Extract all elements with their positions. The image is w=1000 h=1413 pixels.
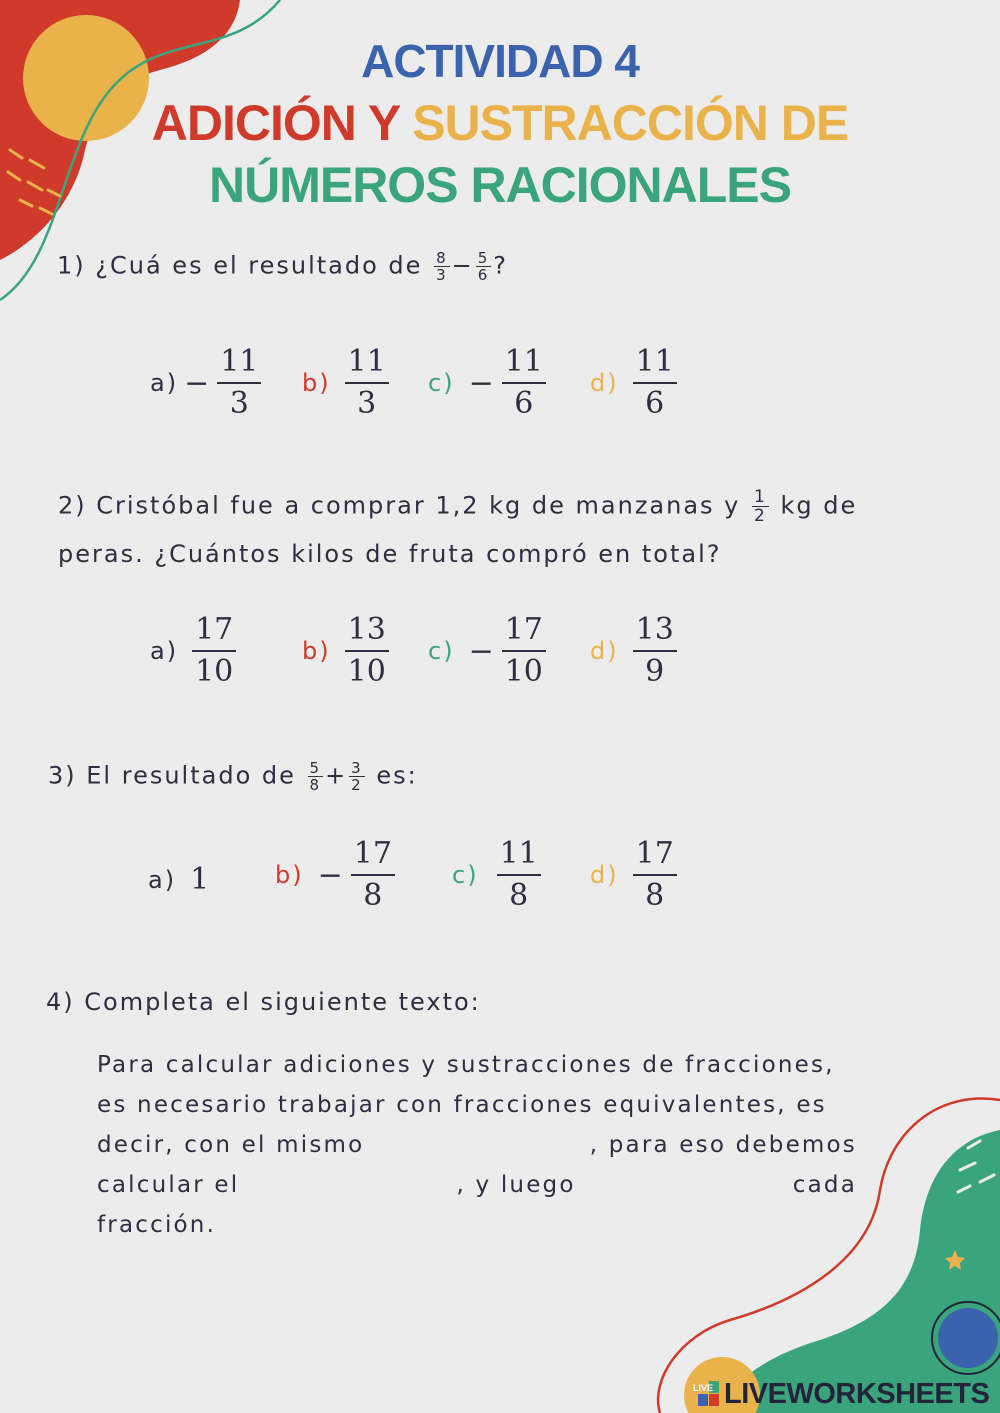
liveworksheets-logo-icon — [692, 1381, 720, 1407]
title-line-2 — [0, 94, 1000, 152]
question-1: 1) ¿Cuá es el resultado de $\frac{8}{3}$ − $\frac{5}{6}$ ? — [57, 249, 509, 284]
brand-watermark: LIVEWORKSHEETS — [724, 1378, 990, 1410]
q3-option-b[interactable]: b) − $\frac{17}{8}$ — [275, 834, 395, 916]
option-fraction: $\frac{11}{6}$ — [502, 342, 546, 424]
option-label: d) — [590, 637, 619, 665]
option-label: c) — [452, 861, 479, 889]
title-subtraction: SUSTRACCIÓN DE — [412, 95, 849, 151]
option-fraction: $\frac{17}{8}$ — [351, 834, 395, 916]
paragraph-line: fracción. — [97, 1212, 217, 1238]
q2-option-c[interactable]: c) − $\frac{17}{10}$ — [428, 610, 546, 692]
q1-option-b[interactable] — [302, 342, 389, 424]
option-label: b) — [275, 861, 304, 889]
q2-option-b[interactable] — [302, 610, 389, 692]
option-value: 1 — [190, 862, 212, 897]
option-fraction: $\frac{11}{8}$ — [497, 834, 541, 916]
fraction: $\frac{1}{2}$ — [754, 487, 767, 526]
operator: − — [451, 251, 474, 280]
option-label: d) — [590, 861, 619, 889]
question-1-text: 1) ¿Cuá es el resultado de — [57, 251, 423, 280]
blank-input-3[interactable] — [589, 1165, 779, 1205]
q2-option-d[interactable] — [590, 610, 677, 692]
option-label: b) — [302, 369, 331, 397]
blank-input-2[interactable] — [253, 1165, 443, 1205]
paragraph-line: Para calcular adiciones y sustracciones de fracciones, — [97, 1052, 835, 1078]
question-2-line-1: 2) Cristóbal fue a comprar 1,2 kg de manzanas y $\frac{1}{2}$ kg de — [58, 487, 858, 526]
option-label: d) — [590, 369, 619, 397]
option-label: c) — [428, 369, 455, 397]
logo-letters: LIVE — [692, 1383, 714, 1393]
question-2-line-2: peras. ¿Cuántos kilos de fruta compró en total? — [58, 540, 722, 568]
option-label: a) — [148, 865, 177, 894]
option-label: c) — [428, 637, 455, 665]
option-fraction: $\frac{11}{3}$ — [345, 342, 389, 424]
q3-option-a[interactable] — [148, 862, 211, 897]
operator: + — [325, 761, 348, 790]
option-fraction: $\frac{11}{6}$ — [633, 342, 677, 424]
option-fraction: $\frac{17}{10}$ — [192, 610, 236, 692]
option-fraction: $\frac{17}{8}$ — [633, 834, 677, 916]
fraction: $\frac{8}{3}$ — [436, 249, 448, 284]
option-fraction: $\frac{13}{10}$ — [345, 610, 389, 692]
fraction: $\frac{5}{6}$ — [477, 249, 490, 284]
option-fraction: $\frac{11}{3}$ — [217, 342, 261, 424]
paragraph-line: decir, con el mismo , para eso debemos — [97, 1125, 857, 1165]
q3-option-d[interactable] — [590, 834, 677, 916]
bottom-right-blue-circle — [938, 1308, 998, 1368]
option-label: a) — [150, 637, 179, 665]
question-3: 3) El resultado de $\frac{5}{8}$ + $\frac{3}{2}$ es: — [48, 759, 418, 794]
paragraph-line: calcular el , y luego cada — [97, 1165, 857, 1205]
option-fraction: $\frac{13}{9}$ — [633, 610, 677, 692]
question-4-prompt: 4) Completa el siguiente texto: — [46, 988, 481, 1016]
title-line-3: NÚMEROS RACIONALES — [208, 157, 792, 213]
blank-input-1[interactable] — [377, 1125, 577, 1165]
q1-option-d[interactable] — [590, 342, 677, 424]
q2-option-a[interactable] — [150, 610, 236, 692]
title-line-1: ACTIVIDAD 4 — [361, 35, 639, 87]
fraction: $\frac{5}{8}$ — [309, 759, 322, 794]
fill-in-paragraph — [97, 1045, 857, 1245]
title-addition: ADICIÓN Y — [151, 95, 400, 151]
q1-option-a[interactable]: a) − $\frac{11}{3}$ — [150, 342, 261, 424]
q3-option-c[interactable] — [452, 834, 541, 916]
fraction: $\frac{3}{2}$ — [351, 759, 363, 794]
paragraph-line: es necesario trabajar con fracciones equivalentes, es — [97, 1092, 827, 1118]
option-fraction: $\frac{17}{10}$ — [502, 610, 546, 692]
option-label: b) — [302, 637, 331, 665]
q1-option-c[interactable]: c) − $\frac{11}{6}$ — [428, 342, 546, 424]
option-label: a) — [150, 369, 179, 397]
